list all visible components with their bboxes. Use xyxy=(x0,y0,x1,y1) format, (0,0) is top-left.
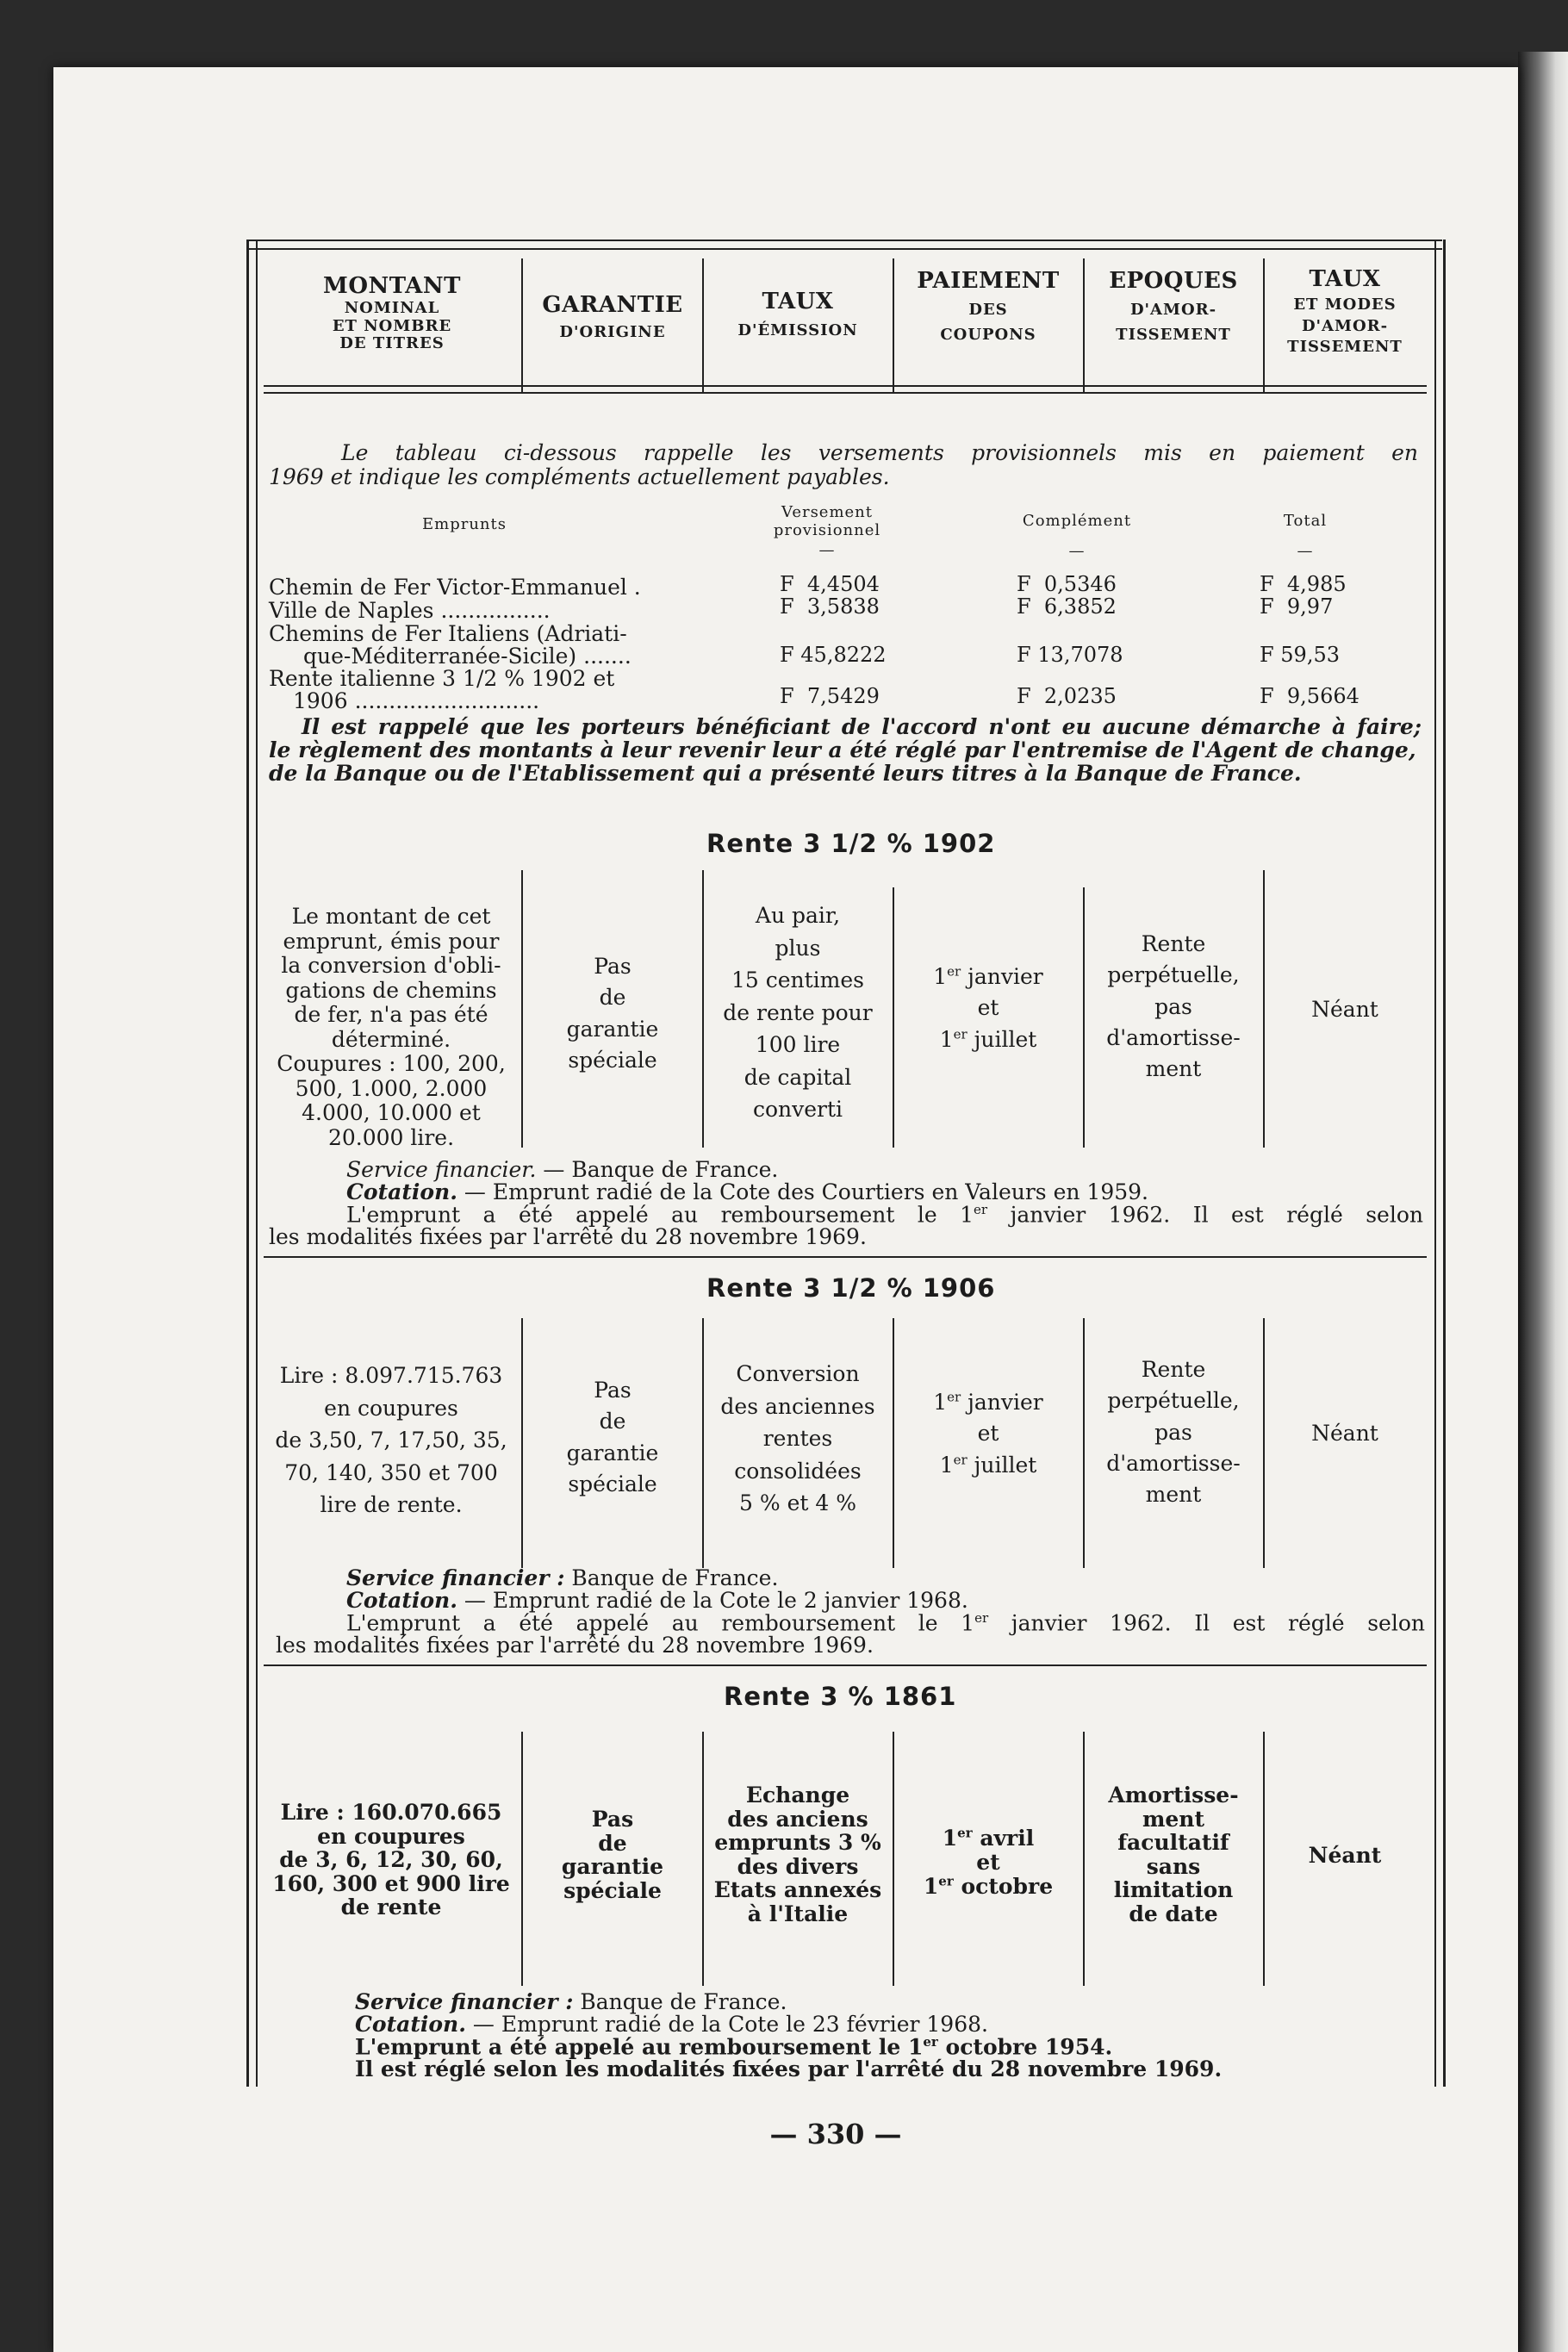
r1902-montant-3: la conversion d'obli- xyxy=(281,953,501,978)
r1861-garantie-3: garantie xyxy=(561,1854,664,1879)
r1861-garantie-4: spéciale xyxy=(563,1877,662,1903)
row-2-complement: F 6,3852 xyxy=(1017,594,1117,619)
r1906-epoques-5: ment xyxy=(1145,1482,1202,1507)
r1861-epoques-6: de date xyxy=(1129,1901,1218,1926)
header-montant xyxy=(267,274,517,353)
r1906-paiement-2: et xyxy=(977,1421,999,1447)
r1906-epoques-3: pas xyxy=(1154,1419,1192,1445)
row-1-total: F 4,985 xyxy=(1260,572,1347,596)
r1906-epoques-2: perpétuelle, xyxy=(1107,1388,1240,1414)
r1906-montant-2: en coupures xyxy=(324,1395,458,1421)
note-line-1: Il est rappelé que les porteurs bénéficiant de l'accord n'ont eu aucune démarche à faire; xyxy=(302,714,1422,739)
header-epoques-sub-2: TISSEMENT xyxy=(1116,325,1231,344)
r1906-service-value: Banque de France. xyxy=(564,1565,779,1590)
r1906-garantie xyxy=(524,1375,701,1500)
r1902-paiement xyxy=(894,961,1082,1055)
r1861-taux-2: des anciens xyxy=(727,1806,868,1832)
top-rule-2 xyxy=(246,248,1442,250)
r1861-montant-3: de 3, 6, 12, 30, 60, xyxy=(279,1847,503,1872)
r1906-montant xyxy=(264,1360,519,1521)
r1902-paiement-3: 1er juillet xyxy=(939,1026,1037,1052)
r1902-sep-1 xyxy=(521,870,523,1148)
adjacent-page-edge xyxy=(1518,52,1568,2352)
intro-line-2: 1969 et indique les compléments actuellement payables. xyxy=(269,464,890,489)
header-taux-modes-title: TAUX xyxy=(1309,266,1381,292)
r1906-taux-3: rentes xyxy=(762,1426,833,1451)
r1861-garantie xyxy=(524,1808,701,1902)
header-montant-sub-1: NOMINAL xyxy=(344,298,440,317)
header-paiement xyxy=(894,269,1082,344)
header-rule xyxy=(264,385,1427,387)
r1861-paiement xyxy=(894,1826,1082,1898)
r1861-montant xyxy=(264,1801,519,1920)
r1906-paiement-1: 1er janvier xyxy=(933,1389,1043,1415)
header-taux-modes-sub-3: TISSEMENT xyxy=(1287,338,1403,357)
r1902-garantie-1: Pas xyxy=(594,954,632,979)
r1906-montant-5: lire de rente. xyxy=(320,1492,463,1517)
r1902-epoques-2: perpétuelle, xyxy=(1107,962,1240,988)
header-taux-modes xyxy=(1265,267,1425,357)
r1902-service-value: — Banque de France. xyxy=(536,1157,779,1182)
col-complement-label: Complément xyxy=(1022,512,1132,530)
row-4-label-2: 1906 ........................... xyxy=(293,688,540,713)
r1902-montant-2: emprunt, émis pour xyxy=(283,928,500,954)
note-line-2: le règlement des montants à leur revenir leur a été réglé par l'entremise de l'Agent de change, xyxy=(269,737,1416,762)
r1906-montant-1: Lire : 8.097.715.763 xyxy=(279,1363,503,1388)
r1902-garantie-3: garantie xyxy=(566,1016,659,1042)
header-epoques xyxy=(1085,269,1262,344)
r1906-garantie-3: garantie xyxy=(566,1440,659,1465)
r1861-epoques-2: ment xyxy=(1142,1806,1205,1832)
header-sep-1 xyxy=(521,258,523,392)
r1861-montant-2: en coupures xyxy=(317,1823,465,1849)
r1906-montant-3: de 3,50, 7, 17,50, 35, xyxy=(275,1428,507,1453)
r1902-montant-10: 20.000 lire. xyxy=(327,1124,455,1150)
header-sep-2 xyxy=(702,258,704,392)
r1861-montant-5: de rente xyxy=(340,1895,442,1920)
col-versement-dash: — xyxy=(818,541,836,559)
row-1-versement: F 4,4504 xyxy=(780,572,880,596)
r1861-epoques-1: Amortisse- xyxy=(1108,1783,1239,1808)
r1902-montant-5: de fer, n'a pas été xyxy=(294,1002,488,1027)
r1906-service xyxy=(346,1566,778,1590)
r1902-montant xyxy=(264,905,519,1150)
note-line-3: de la Banque ou de l'Etablissement qui a présenté leurs titres à la Banque de France. xyxy=(269,761,1302,786)
r1906-taux-1: Conversion xyxy=(736,1361,860,1386)
r1902-service xyxy=(346,1158,778,1182)
r1906-sep-2 xyxy=(702,1318,704,1568)
r1861-taux xyxy=(705,1783,891,1926)
r1906-modes: Néant xyxy=(1311,1421,1378,1446)
r1906-epoques-4: d'amortisse- xyxy=(1106,1450,1241,1476)
r1906-paiement xyxy=(894,1387,1082,1481)
r1906-sep-1 xyxy=(521,1318,523,1568)
page-number: — 330 — xyxy=(769,2118,902,2150)
r1902-garantie-2: de xyxy=(599,985,626,1011)
r1861-service-value: Banque de France. xyxy=(573,1989,787,2014)
header-taux-modes-sub-1: ET MODES xyxy=(1293,295,1397,314)
col-total-label: Total xyxy=(1283,512,1328,530)
header-taux-modes-sub-2: D'AMOR- xyxy=(1301,316,1389,335)
header-paiement-sub-1: DES xyxy=(968,300,1008,319)
r1861-taux-6: à l'Italie xyxy=(747,1901,849,1926)
col-versement xyxy=(741,503,913,559)
r1861-modes: Néant xyxy=(1308,1843,1382,1868)
r1902-cotation-label: Cotation. xyxy=(346,1179,457,1204)
row-2-total: F 9,97 xyxy=(1260,594,1334,619)
row-3-label-1: Chemins de Fer Italiens (Adriati- xyxy=(269,621,627,646)
r1906-remb-1: L'emprunt a été appelé au remboursement le 1er janvier 1962. Il est réglé selon xyxy=(346,1610,1425,1636)
r1861-paiement-2: et xyxy=(976,1849,1000,1875)
header-montant-sub-2: ET NOMBRE xyxy=(332,316,452,335)
header-taux-title: TAUX xyxy=(762,289,834,314)
header-paiement-sub-2: COUPONS xyxy=(940,325,1036,344)
col-versement-2: provisionnel xyxy=(773,521,881,539)
r1902-epoques-4: d'amortisse- xyxy=(1106,1024,1241,1050)
header-montant-sub-3: DE TITRES xyxy=(339,334,445,353)
r1906-cotation xyxy=(346,1589,968,1613)
r1902-epoques-3: pas xyxy=(1154,993,1192,1019)
header-paiement-title: PAIEMENT xyxy=(917,268,1060,294)
row-2-label: Ville de Naples ................ xyxy=(269,598,551,623)
r1861-taux-1: Echange xyxy=(745,1783,850,1808)
r1902-montant-9: 4.000, 10.000 et xyxy=(302,1100,481,1125)
r1861-cotation-label: Cotation. xyxy=(355,2012,466,2037)
col-emprunts: Emprunts xyxy=(422,515,507,533)
r1902-paiement-2: et xyxy=(977,995,999,1021)
r1906-epoques-1: Rente xyxy=(1141,1357,1206,1382)
r1861-service-label: Service financier : xyxy=(355,1989,574,2014)
r1902-taux-6: de capital xyxy=(744,1064,852,1090)
r1902-epoques-1: Rente xyxy=(1141,931,1206,956)
r1906-remb-2: les modalités fixées par l'arrêté du 28 novembre 1969. xyxy=(276,1633,874,1658)
top-rule xyxy=(246,240,1442,241)
r1902-cotation-value: — Emprunt radié de la Cote des Courtiers en Valeurs en 1959. xyxy=(457,1179,1148,1204)
header-garantie xyxy=(524,293,701,342)
row-3-total: F 59,53 xyxy=(1260,643,1340,667)
r1902-cotation xyxy=(346,1180,1148,1204)
r1902-taux-7: converti xyxy=(752,1097,843,1122)
col-total xyxy=(1241,512,1370,560)
col-versement-1: Versement xyxy=(781,503,874,521)
r1861-epoques-4: sans xyxy=(1146,1853,1201,1879)
r1861-garantie-1: Pas xyxy=(591,1807,634,1832)
r1902-taux-4: de rente pour xyxy=(723,999,873,1025)
row-2-versement: F 3,5838 xyxy=(780,594,880,619)
r1902-montant-1: Le montant de cet xyxy=(291,904,491,929)
r1902-epoques-5: ment xyxy=(1145,1056,1202,1081)
r1902-taux-3: 15 centimes xyxy=(731,968,865,992)
row-4-versement: F 7,5429 xyxy=(780,684,880,708)
r1861-remb-2: Il est réglé selon les modalités fixées par l'arrêté du 28 novembre 1969. xyxy=(355,2056,1223,2081)
r1902-modes: Néant xyxy=(1311,997,1378,1022)
r1902-remb-1: L'emprunt a été appelé au remboursement le 1er janvier 1962. Il est réglé selon xyxy=(346,1202,1423,1228)
sep-1902-1906 xyxy=(264,1256,1427,1258)
header-epoques-sub-1: D'AMOR- xyxy=(1129,300,1217,319)
rente-1906-title: Rente 3 1/2 % 1906 xyxy=(706,1273,996,1303)
header-taux xyxy=(705,289,891,340)
r1902-remb-2: les modalités fixées par l'arrêté du 28 novembre 1969. xyxy=(269,1224,867,1249)
r1906-garantie-1: Pas xyxy=(594,1378,632,1403)
r1902-taux-1: Au pair, xyxy=(755,903,841,928)
r1861-cotation xyxy=(355,2013,988,2037)
r1902-montant-8: 500, 1.000, 2.000 xyxy=(295,1075,488,1101)
r1861-sep-2 xyxy=(702,1732,704,1986)
r1902-sep-2 xyxy=(702,870,704,1148)
col-total-dash: — xyxy=(1297,542,1314,560)
r1861-cotation-value: — Emprunt radié de la Cote le 23 février 1968. xyxy=(465,2012,988,2037)
r1861-montant-4: 160, 300 et 900 lire xyxy=(272,1870,510,1896)
r1861-epoques-5: limitation xyxy=(1113,1877,1234,1902)
row-4-label-1: Rente italienne 3 1/2 % 1902 et xyxy=(269,666,615,691)
row-3-versement: F 45,8222 xyxy=(780,643,887,667)
r1902-garantie-4: spéciale xyxy=(568,1047,657,1073)
r1906-cotation-label: Cotation. xyxy=(346,1588,457,1613)
r1902-taux xyxy=(705,899,891,1126)
r1906-taux xyxy=(705,1358,891,1520)
r1861-taux-3: emprunts 3 % xyxy=(714,1830,881,1855)
col-complement xyxy=(991,512,1163,560)
rente-1861-title: Rente 3 % 1861 xyxy=(724,1682,957,1711)
r1861-paiement-1: 1er avril xyxy=(942,1826,1035,1851)
r1861-montant-1: Lire : 160.070.665 xyxy=(280,1800,502,1825)
r1906-garantie-4: spéciale xyxy=(568,1471,657,1496)
header-garantie-title: GARANTIE xyxy=(542,292,683,318)
intro-line-1: Le tableau ci-dessous rappelle les versements provisionnels mis en paiement en xyxy=(341,440,1418,465)
r1902-garantie xyxy=(524,951,701,1076)
r1861-paiement-3: 1er octobre xyxy=(923,1873,1054,1899)
r1902-service-label: Service financier. xyxy=(346,1157,537,1182)
r1861-taux-5: Etats annexés xyxy=(713,1877,882,1902)
r1861-taux-4: des divers xyxy=(737,1853,859,1879)
header-epoques-title: EPOQUES xyxy=(1109,268,1238,294)
r1906-cotation-value: — Emprunt radié de la Cote le 2 janvier 1968. xyxy=(457,1588,968,1613)
rente-1902-title: Rente 3 1/2 % 1902 xyxy=(706,829,996,858)
r1906-garantie-2: de xyxy=(599,1409,626,1434)
r1906-taux-2: des anciennes xyxy=(720,1393,875,1419)
r1902-montant-4: gations de chemins xyxy=(285,977,497,1003)
r1861-epoques-3: facultatif xyxy=(1117,1830,1229,1855)
r1861-epoques xyxy=(1085,1783,1262,1926)
r1861-sep-1 xyxy=(521,1732,523,1986)
header-rule-2 xyxy=(264,392,1427,394)
header-montant-title: MONTANT xyxy=(323,273,461,299)
r1902-taux-2: plus xyxy=(775,935,821,961)
row-3-label-2: que-Méditerranée-Sicile) ....... xyxy=(303,644,632,669)
r1906-montant-4: 70, 140, 350 et 700 xyxy=(284,1459,498,1485)
r1906-taux-5: 5 % et 4 % xyxy=(739,1490,856,1515)
r1906-service-label: Service financier : xyxy=(346,1565,565,1590)
r1902-taux-5: 100 lire xyxy=(755,1032,841,1057)
r1861-service xyxy=(355,1990,787,2014)
row-3-complement: F 13,7078 xyxy=(1017,643,1123,667)
header-taux-sub: D'ÉMISSION xyxy=(737,320,858,339)
r1902-montant-7: Coupures : 100, 200, xyxy=(277,1051,506,1076)
sep-1906-1861 xyxy=(264,1664,1427,1666)
r1861-remb-1: L'emprunt a été appelé au remboursement le 1er octobre 1954. xyxy=(355,2034,1113,2060)
row-1-complement: F 0,5346 xyxy=(1017,572,1117,596)
row-4-total: F 9,5664 xyxy=(1260,684,1360,708)
r1902-epoques xyxy=(1085,929,1262,1085)
r1902-paiement-1: 1er janvier xyxy=(933,963,1043,989)
r1906-taux-4: consolidées xyxy=(734,1458,862,1484)
r1906-paiement-3: 1er juillet xyxy=(939,1452,1037,1478)
header-garantie-sub: D'ORIGINE xyxy=(559,322,666,341)
r1906-epoques xyxy=(1085,1354,1262,1510)
row-4-complement: F 2,0235 xyxy=(1017,684,1117,708)
r1902-montant-6: déterminé. xyxy=(331,1026,451,1052)
r1861-garantie-2: de xyxy=(598,1830,627,1856)
col-complement-dash: — xyxy=(1068,542,1086,560)
row-1-label: Chemin de Fer Victor-Emmanuel . xyxy=(269,575,641,600)
